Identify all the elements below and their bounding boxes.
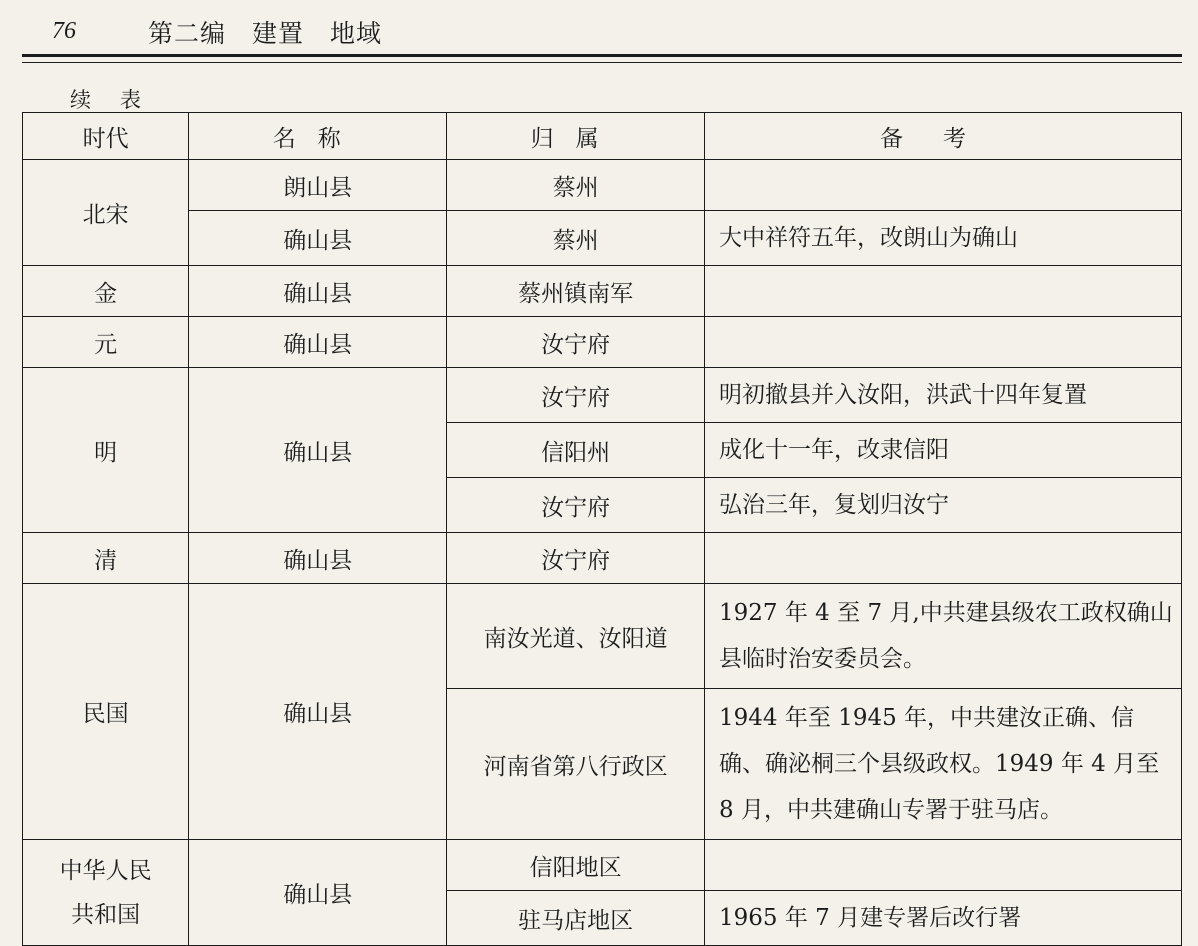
era-cell: 金 — [23, 266, 189, 317]
header-rule-thin — [22, 62, 1182, 63]
note-cell — [705, 160, 1182, 211]
note-cell: 明初撤县并入汝阳，洪武十四年复置 — [705, 368, 1182, 423]
note-cell — [705, 840, 1182, 891]
page-number: 76 — [52, 18, 76, 44]
column-header-era: 时代 — [23, 113, 189, 160]
header-rule-thick — [22, 54, 1182, 57]
belongs-cell: 信阳地区 — [447, 840, 705, 891]
era-cell: 北宋 — [23, 160, 189, 266]
era-line: 共和国 — [71, 901, 141, 928]
belongs-cell: 汝宁府 — [447, 478, 705, 533]
column-header-notes: 备考 — [705, 113, 1182, 160]
name-cell: 确山县 — [189, 317, 447, 368]
belongs-cell: 蔡州镇南军 — [447, 266, 705, 317]
name-cell: 朗山县 — [189, 160, 447, 211]
running-title: 第二编 建置 地域 — [148, 19, 383, 48]
table-row — [23, 211, 1182, 266]
table-header-row — [23, 113, 1182, 160]
note-cell: 成化十一年，改隶信阳 — [705, 423, 1182, 478]
table-row — [23, 368, 1182, 423]
era-cell — [23, 840, 189, 946]
name-cell: 确山县 — [189, 266, 447, 317]
note-cell: 1944 年至 1945 年，中共建汝正确、信确、确泌桐三个县级政权。1949 年 4 月至 8 月，中共建确山专署于驻马店。 — [705, 689, 1182, 840]
note-cell: 1965 年 7 月建专署后改行署 — [705, 891, 1182, 946]
note-cell — [705, 266, 1182, 317]
administrative-history-table — [22, 112, 1182, 946]
page-header — [0, 0, 1198, 60]
table-row — [23, 317, 1182, 368]
table-row — [23, 840, 1182, 891]
column-header-belongs: 归属 — [447, 113, 705, 160]
era-cell: 清 — [23, 533, 189, 584]
continued-label: 续 表 — [70, 88, 145, 112]
belongs-cell: 蔡州 — [447, 211, 705, 266]
era-cell: 民国 — [23, 584, 189, 840]
name-cell: 确山县 — [189, 368, 447, 533]
name-cell: 确山县 — [189, 211, 447, 266]
note-cell: 弘治三年，复划归汝宁 — [705, 478, 1182, 533]
belongs-cell: 汝宁府 — [447, 533, 705, 584]
note-cell: 1927 年 4 至 7 月,中共建县级农工政权确山县临时治安委员会。 — [705, 584, 1182, 689]
belongs-cell: 汝宁府 — [447, 317, 705, 368]
name-cell: 确山县 — [189, 584, 447, 840]
name-cell: 确山县 — [189, 533, 447, 584]
note-cell — [705, 533, 1182, 584]
belongs-cell: 汝宁府 — [447, 368, 705, 423]
belongs-cell: 驻马店地区 — [447, 891, 705, 946]
name-cell: 确山县 — [189, 840, 447, 946]
note-cell — [705, 317, 1182, 368]
belongs-cell: 信阳州 — [447, 423, 705, 478]
belongs-cell: 南汝光道、汝阳道 — [447, 584, 705, 689]
belongs-cell: 蔡州 — [447, 160, 705, 211]
era-cell: 明 — [23, 368, 189, 533]
belongs-cell: 河南省第八行政区 — [447, 689, 705, 840]
era-line: 中华人民 — [59, 857, 152, 884]
table-row — [23, 533, 1182, 584]
table-row — [23, 584, 1182, 689]
note-cell: 大中祥符五年，改朗山为确山 — [705, 211, 1182, 266]
table-row — [23, 266, 1182, 317]
column-header-name: 名称 — [189, 113, 447, 160]
table-row — [23, 160, 1182, 211]
era-cell: 元 — [23, 317, 189, 368]
